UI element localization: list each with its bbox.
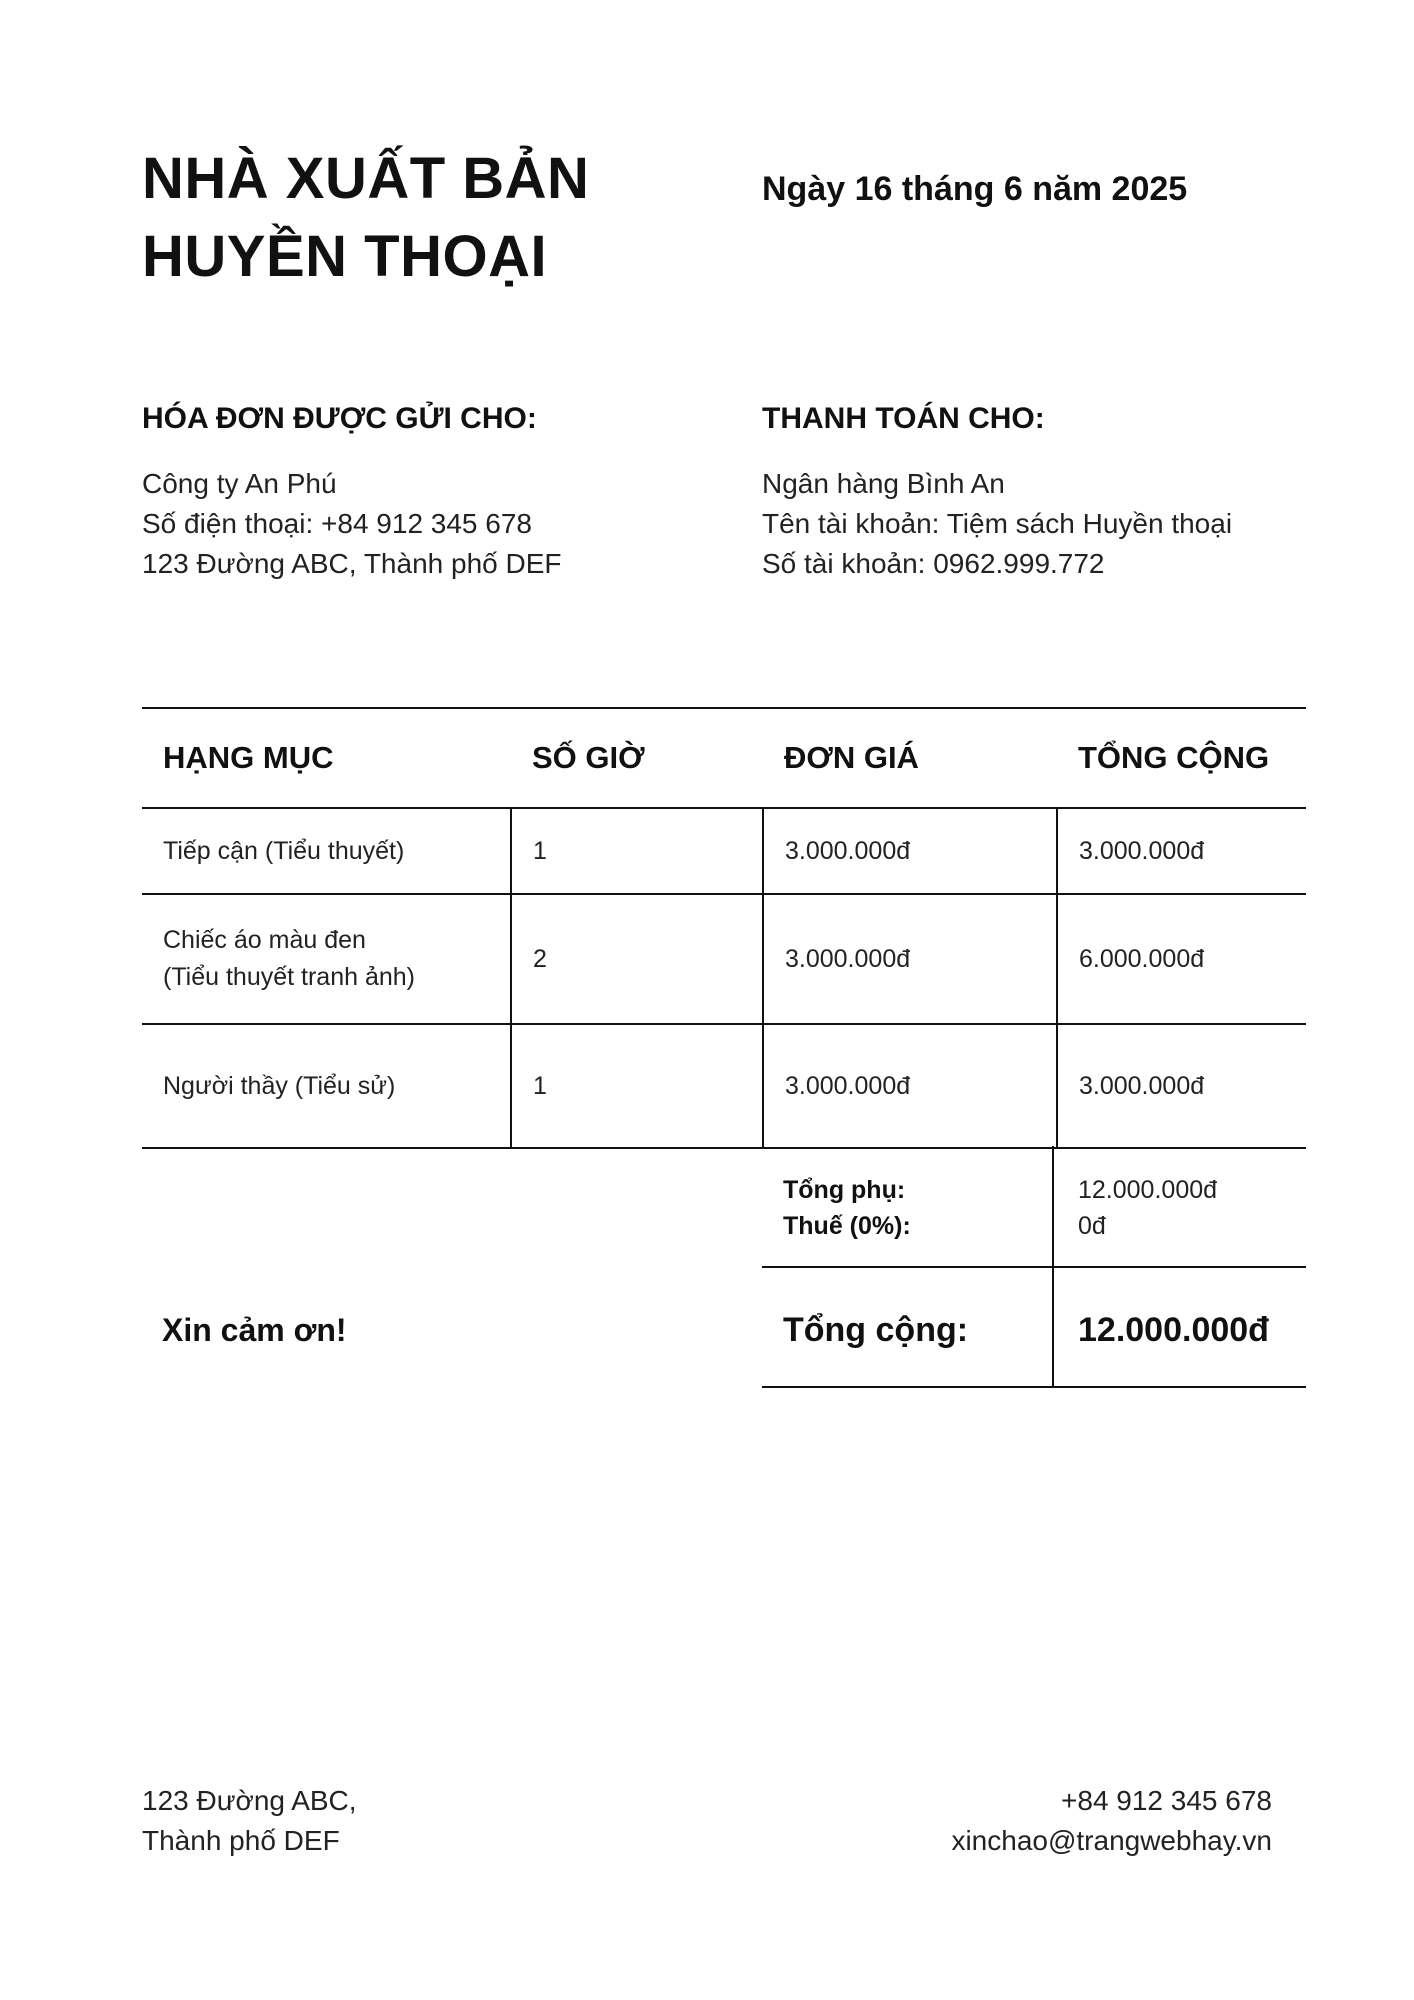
footer-address-line1: 123 Đường ABC, — [142, 1785, 357, 1816]
company-name — [142, 140, 589, 296]
grand-total-value: 12.000.000đ — [1078, 1311, 1269, 1349]
pay-to-details — [762, 464, 1232, 584]
item-name-subtitle: (Tiểu thuyết tranh ảnh) — [163, 963, 415, 991]
header-item: HẠNG MỤC — [142, 708, 511, 808]
table-row — [142, 808, 1306, 894]
tax-label: Thuế (0%): — [783, 1212, 911, 1240]
footer-address — [142, 1781, 357, 1861]
thank-you-note: Xin cảm ơn! — [162, 1312, 347, 1348]
pay-to-bank: Ngân hàng Bình An — [762, 468, 1005, 499]
footer-contact — [951, 1781, 1272, 1861]
unit-price-cell: 3.000.000đ — [763, 894, 1057, 1024]
total-cell: 3.000.000đ — [1057, 808, 1306, 894]
header-unit-price: ĐƠN GIÁ — [763, 708, 1057, 808]
unit-price-cell: 3.000.000đ — [763, 1024, 1057, 1148]
bill-to-title: HÓA ĐƠN ĐƯỢC GỬI CHO: — [142, 402, 537, 435]
hours-cell: 1 — [511, 808, 763, 894]
item-name: Người thầy (Tiểu sử) — [163, 1071, 396, 1100]
bill-to-address: 123 Đường ABC, Thành phố DEF — [142, 548, 562, 579]
summary-labels — [783, 1172, 911, 1244]
footer-email: xinchao@trangwebhay.vn — [951, 1825, 1272, 1856]
pay-to-account-number: Số tài khoản: 0962.999.772 — [762, 548, 1105, 579]
subtotal-value: 12.000.000đ — [1078, 1176, 1218, 1204]
table-header-row — [142, 708, 1306, 808]
table-row — [142, 894, 1306, 1024]
summary-values — [1078, 1172, 1217, 1244]
item-cell — [142, 894, 511, 1024]
bill-to-phone: Số điện thoại: +84 912 345 678 — [142, 508, 533, 539]
bill-to-details — [142, 464, 562, 584]
summary-divider-middle — [762, 1266, 1306, 1268]
hours-cell: 1 — [511, 1024, 763, 1148]
subtotal-label: Tổng phụ: — [783, 1176, 906, 1204]
tax-value: 0đ — [1078, 1212, 1106, 1240]
pay-to-account-name: Tên tài khoản: Tiệm sách Huyền thoại — [762, 508, 1233, 539]
unit-price-cell: 3.000.000đ — [763, 808, 1057, 894]
invoice-date: Ngày 16 tháng 6 năm 2025 — [762, 170, 1188, 208]
bill-to-name: Công ty An Phú — [142, 468, 337, 499]
total-cell: 3.000.000đ — [1057, 1024, 1306, 1148]
grand-total-label: Tổng cộng: — [783, 1311, 969, 1349]
footer-phone: +84 912 345 678 — [1061, 1785, 1272, 1816]
item-cell — [142, 808, 511, 894]
company-name-line1: NHÀ XUẤT BẢN — [142, 146, 590, 211]
summary-divider-bottom — [762, 1386, 1306, 1388]
company-name-line2: HUYỀN THOẠI — [142, 224, 548, 289]
total-cell: 6.000.000đ — [1057, 894, 1306, 1024]
item-name: Chiếc áo màu đen — [163, 926, 366, 954]
item-name: Tiếp cận (Tiểu thuyết) — [163, 836, 405, 865]
header-hours: SỐ GIỜ — [511, 708, 763, 808]
invoice-items-table — [142, 707, 1306, 1149]
pay-to-title: THANH TOÁN CHO: — [762, 402, 1045, 435]
header-total: TỔNG CỘNG — [1057, 708, 1306, 808]
table-row — [142, 1024, 1306, 1148]
footer-address-line2: Thành phố DEF — [142, 1825, 340, 1856]
hours-cell: 2 — [511, 894, 763, 1024]
item-cell — [142, 1024, 511, 1148]
